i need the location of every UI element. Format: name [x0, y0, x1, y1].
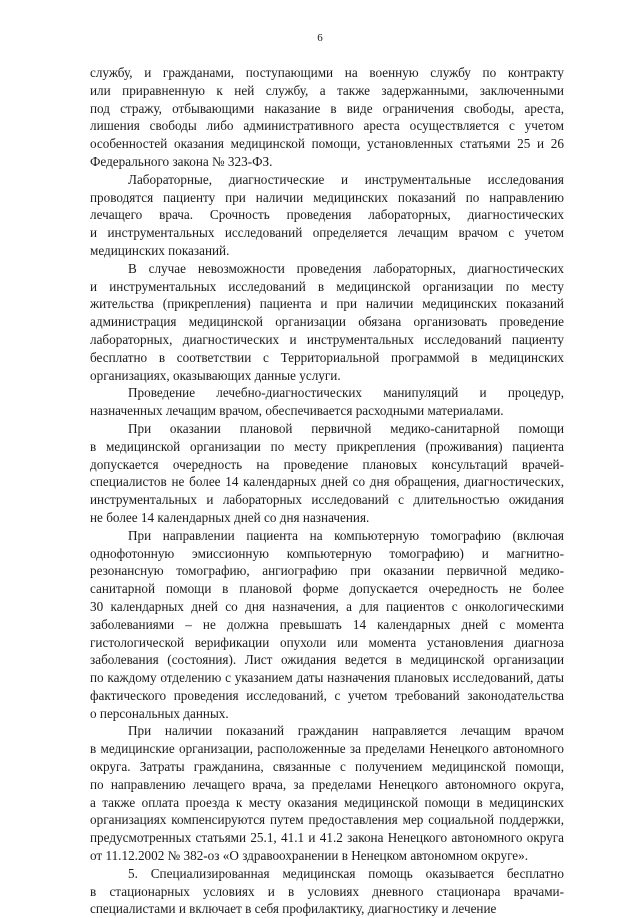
text-line: медицинских показаний. — [90, 242, 230, 258]
text-line: под стражу, отбывающими наказание в виде ограничения свободы, ареста, — [90, 100, 564, 116]
text-line: специалистами и включает в себя профилактику, диагностику и лечение — [90, 901, 497, 917]
text-line: в стационарных условиях и в условиях дневного стационара врачами- — [90, 883, 564, 899]
paragraph — [90, 420, 564, 527]
text-line: организациях компенсируются путем предоставления мер социальной поддержки, — [90, 812, 564, 828]
text-line: допускается очередность на проведение плановых консультаций врачей- — [90, 456, 564, 472]
text-line: и инструментальных исследований определяется лечащим врачом с учетом — [90, 225, 564, 241]
text-line: в медицинские организации, расположенные за пределами Ненецкого автономного — [90, 741, 564, 757]
text-line: жительства (прикрепления) пациента и при наличии медицинских показаний — [90, 296, 564, 312]
text-line: 5. Специализированная медицинская помощь оказывается бесплатно — [128, 865, 564, 881]
text-line: не более 14 календарных дней со дня назначения. — [90, 509, 370, 525]
text-line: организациях, оказывающих данные услуги. — [90, 367, 341, 383]
paragraph — [90, 722, 564, 864]
paragraph — [90, 171, 564, 260]
text-line: При оказании плановой первичной медико-санитарной помощи — [128, 420, 564, 436]
text-line: заболевания (состояния). Лист ожидания ведется в медицинской организации — [90, 652, 564, 668]
text-line: а также оплата проезда к месту оказания медицинской помощи в медицинских — [90, 794, 564, 810]
text-line: однофотонную эмиссионную компьютерную томографию) и магнитно- — [90, 545, 564, 561]
text-line: округа. Затраты гражданина, связанные с получением медицинской помощи, — [90, 759, 564, 775]
text-line: от 11.12.2002 № 382-оз «О здравоохранении в Ненецком автономном округе». — [90, 848, 529, 864]
text-line: в медицинской организации по месту прикрепления (проживания) пациента — [90, 438, 564, 454]
text-line: гистологической верификации опухоли или момента установления диагноза — [90, 634, 564, 650]
text-line: заболеваниями – не должна превышать 14 календарных дней с момента — [90, 616, 564, 632]
text-line: резонансную томографию, ангиографию при оказании первичной медико- — [90, 563, 564, 579]
paragraph — [90, 260, 564, 385]
paragraph — [90, 527, 564, 723]
page-number: 6 — [317, 32, 323, 44]
text-line: лечащего врача. Срочность проведения лабораторных, диагностических — [90, 207, 564, 223]
text-line: санитарной помощи в плановой форме допускается очередность не более — [90, 581, 564, 597]
text-line: особенностей оказания медицинской помощи, установленных статьями 25 и 26 — [90, 136, 564, 152]
text-line: или приравненную к ней службу, а также задержанными, заключенными — [90, 82, 564, 98]
text-line: инструментальных и лабораторных исследований с длительностью ожидания — [90, 492, 564, 508]
text-line: бесплатно в соответствии с Территориальной программой в медицинских — [90, 349, 564, 365]
text-line: назначенных лечащим врачом, обеспечивается расходными материалами. — [90, 403, 504, 419]
text-line: Федерального закона № 323-ФЗ. — [90, 153, 273, 169]
text-line: о персональных данных. — [90, 705, 229, 721]
text-line: и инструментальных исследований в медицинской организации по месту — [90, 278, 564, 294]
text-line: специалистов не более 14 календарных дней со дня обращения, диагностических, — [90, 474, 564, 490]
text-line: проводятся пациенту при наличии медицинских показаний по направлению — [90, 189, 564, 205]
text-line: по направлению лечащего врача, за пределами Ненецкого автономного округа, — [90, 776, 564, 792]
text-line: При наличии показаний гражданин направляется лечащим врачом — [128, 723, 564, 739]
text-line: В случае невозможности проведения лабораторных, диагностических — [128, 260, 564, 276]
text-line: администрация медицинской организации обязана организовать проведение — [90, 314, 564, 330]
text-line: службу, и гражданами, поступающими на военную службу по контракту — [90, 65, 564, 80]
text-line: лишения свободы либо административного ареста осуществляется с учетом — [90, 118, 564, 134]
paragraph — [90, 64, 564, 171]
text-line: предусмотренных статьями 25.1, 41.1 и 41.2 закона Ненецкого автономного округа — [90, 830, 564, 846]
paragraph — [90, 865, 564, 918]
text-line: 30 календарных дней со дня назначения, а для пациентов с онкологическими — [90, 598, 564, 614]
text-line: Лабораторные, диагностические и инструментальные исследования — [128, 171, 564, 187]
document-body — [90, 64, 564, 918]
text-line: фактического проведения исследований, с учетом требований законодательства — [90, 687, 564, 703]
text-line: по каждому отделению с указанием даты назначения плановых исследований, даты — [90, 670, 564, 686]
paragraph — [90, 384, 564, 420]
text-line: лабораторных, диагностических и инструментальных исследований пациенту — [90, 331, 564, 347]
text-line: При направлении пациента на компьютерную томографию (включая — [128, 527, 564, 543]
text-line: Проведение лечебно-диагностических манипуляций и процедур, — [128, 385, 564, 401]
